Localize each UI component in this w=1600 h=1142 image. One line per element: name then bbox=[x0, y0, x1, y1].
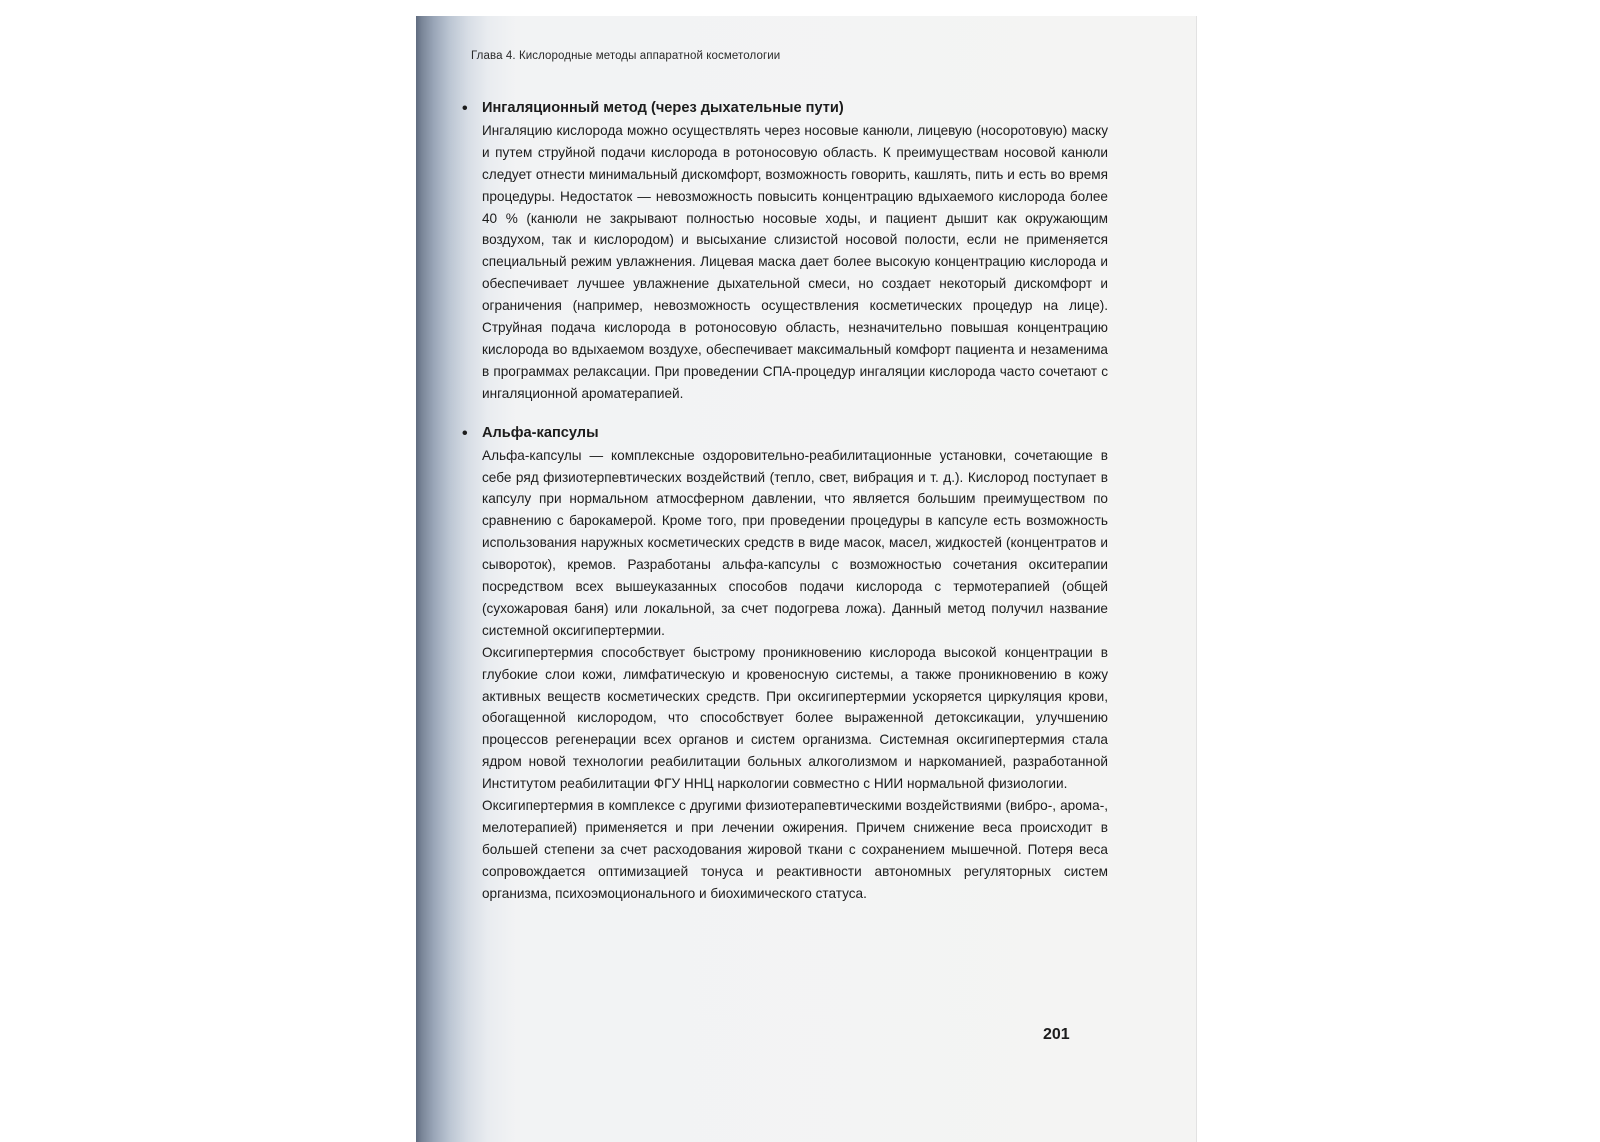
book-page bbox=[416, 16, 1196, 1142]
paragraph: Ингаляцию кислорода можно осуществлять через носовые канюли, лицевую (носоротовую) маску и путем струйной подачи кислорода в ротоносовую область. К преимуществам носовой канюли следует отнести минимальный дискомфорт, возможность говорить, кашлять, пить и есть во время процедуры. Недостаток — невозможность повысить концентрацию вдыхаемого кислорода более 40 % (канюли не закрывают полностью носовые ходы, и пациент дышит как окружающим воздухом, так и кислородом) и высыхание слизистой носовой полости, если не применяется специальный режим увлажнения. Лицевая маска дает более высокую концентрацию кислорода и обеспечивает лучшее увлажнение дыхательной смеси, но создает некоторый дискомфорт и ограничения (например, невозможность осуществления косметических процедур на лице). Струйная подача кислорода в ротоносовую область, незначительно повышая концентрацию кислорода во вдыхаемом воздухе, обеспечивает максимальный комфорт пациента и незаменима в программах релаксации. При проведении СПА-процедур ингаляции кислорода часто сочетают с ингаляционной ароматерапией. bbox=[482, 122, 1108, 401]
section-alpha-capsules bbox=[460, 423, 1108, 905]
section-heading: Ингаляционный метод (через дыхательные пути) bbox=[482, 100, 844, 116]
running-head: Глава 4. Кислородные методы аппаратной косметологии bbox=[471, 50, 781, 62]
paragraph: Оксигипертермия способствует быстрому проникновению кислорода высокой концентрации в глубокие слои кожи, лимфатическую и кровеносную системы, а также проникновению в кожу активных веществ косметических средств. При оксигипертермии ускоряется циркуляция крови, обогащенной кислородом, что способствует более выраженной детоксикации, улучшению процессов регенерации всех органов и систем организма. Системная оксигипертермия стала ядром новой технологии реабилитации больных алкоголизмом и наркоманией, разработанной Институтом реабилитации ФГУ ННЦ наркологии совместно с НИИ нормальной физиологии. bbox=[482, 644, 1108, 792]
page-content bbox=[460, 98, 1108, 905]
bullet-marker: • bbox=[462, 424, 468, 442]
paragraph: Оксигипертермия в комплексе с другими физиотерапевтическими воздействиями (вибро-, арома-, мелотерапией) применяется и при лечении ожирения. Причем снижение веса происходит в большей степени за счет расходования жировой ткани с сохранением мышечной. Потеря веса сопровождается оптимизацией тонуса и реактивности автономных регуляторных систем организма, психоэмоционального и биохимического статуса. bbox=[482, 798, 1108, 901]
page-number: 201 bbox=[1043, 1026, 1070, 1043]
paragraph: Альфа-капсулы — комплексные оздоровительно-реабилитационные установки, сочетающие в себе ряд физиотерпевтических воздействий (тепло, свет, вибрация и т. д.). Кислород поступает в капсулу при нормальном атмосферном давлении, что является большим преимуществом по сравнению с барокамерой. Кроме того, при проведении процедуры в капсуле есть возможность использования наружных косметических средств в виде масок, масел, жидкостей (концентратов и сывороток), кремов. Разработаны альфа-капсулы с возможностью сочетания окситерапии посредством всех вышеуказанных способов подачи кислорода с термотерапией (общей (сухожаровая баня) или локальной, за счет подогрева ложа). Данный метод получил название системной оксигипертермии. bbox=[482, 447, 1108, 638]
bullet-marker: • bbox=[462, 100, 468, 117]
section-inhalation bbox=[460, 98, 1108, 405]
section-heading: Альфа-капсулы bbox=[482, 424, 599, 441]
